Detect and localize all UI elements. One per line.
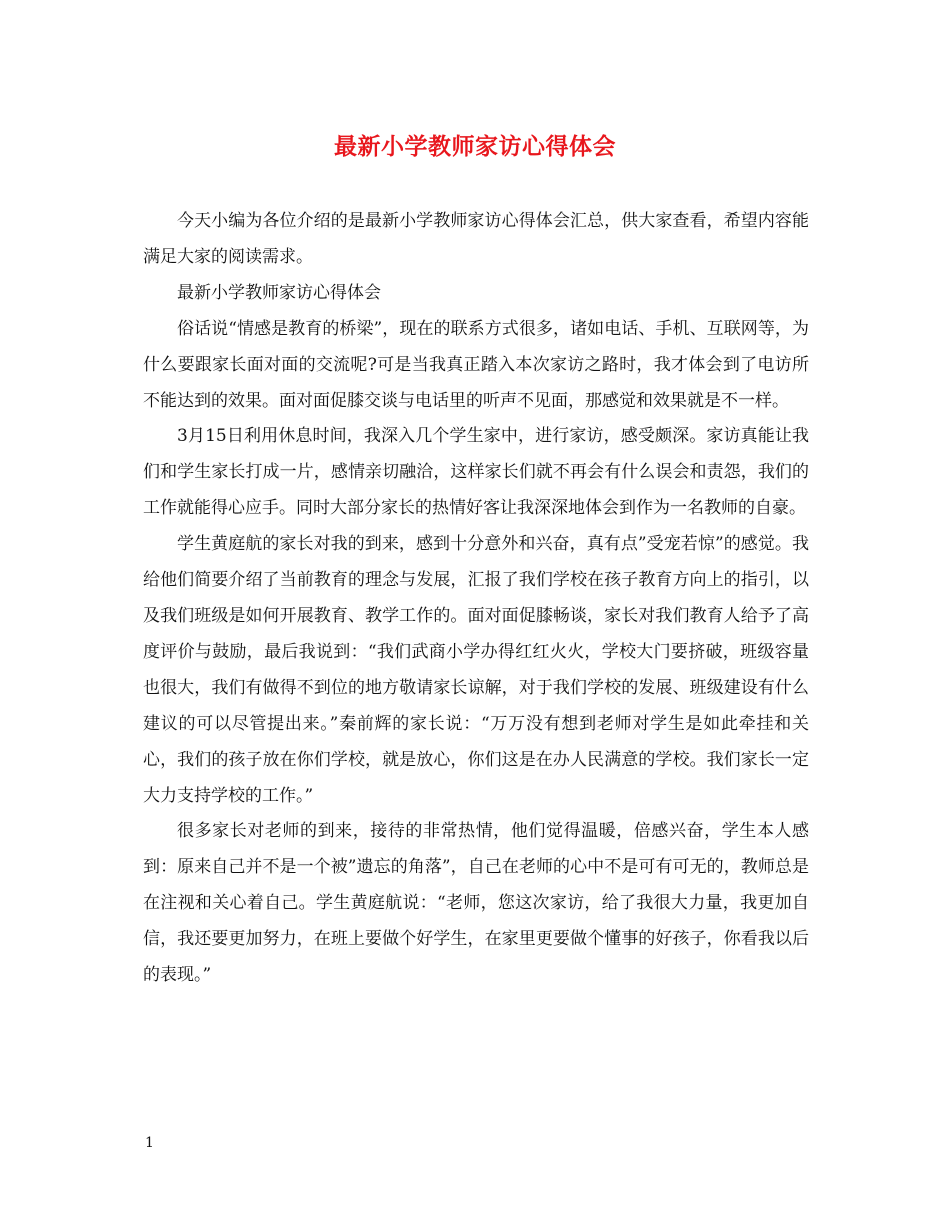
section-heading: 最新小学教师家访心得体会 bbox=[177, 282, 381, 303]
document-title: 最新小学教师家访心得体会 bbox=[334, 133, 616, 160]
page-number: 1 bbox=[145, 1135, 154, 1151]
body-paragraph: 俗话说“情感是教育的桥梁”，现在的联系方式很多，诸如电话、手机、互联网等，为什么要跟家长面对面的交流呢?可是当我真正踏入本次家访之路时，我才体会到了电访所不能达到的效果。面对面促膝交谈与电话里的听声不见面，那感觉和效果就是不一样。 bbox=[143, 318, 809, 411]
intro-paragraph: 今天小编为各位介绍的是最新小学教师家访心得体会汇总，供大家查看，希望内容能满足大家的阅读需求。 bbox=[143, 211, 809, 267]
body-paragraph: 3月15日利用休息时间，我深入几个学生家中，进行家访，感受颇深。家访真能让我们和学生家长打成一片，感情亲切融洽，这样家长们就不再会有什么误会和责怨，我们的工作就能得心应手。同时大部分家长的热情好客让我深深地体会到作为一名教师的自豪。 bbox=[143, 426, 809, 519]
body-paragraph: 学生黄庭航的家长对我的到来，感到十分意外和兴奋，真有点”受宠若惊”的感觉。我给他们简要介绍了当前教育的理念与发展，汇报了我们学校在孩子教育方向上的指引，以及我们班级是如何开展教育、教学工作的。面对面促膝畅谈，家长对我们教育人给予了高度评价与鼓励，最后我说到：“我们武商小学办得红红火火，学校大门要挤破，班级容量也很大，我们有做得不到位的地方敬请家长谅解，对于我们学校的发展、班级建设有什么建议的可以尽管提出来。”秦前辉的家长说：“万万没有想到老师对学生是如此牵挂和关心，我们的孩子放在你们学校，就是放心，你们这是在办人民满意的学校。我们家长一定大力支持学校的工作。” bbox=[143, 534, 809, 806]
body-paragraph: 很多家长对老师的到来，接待的非常热情，他们觉得温暖，倍感兴奋，学生本人感到：原来自己并不是一个被”遗忘的角落”，自己在老师的心中不是可有可无的，教师总是在注视和关心着自己。学生黄庭航说：“老师，您这次家访，给了我很大力量，我更加自信，我还要更加努力，在班上要做个好学生，在家里更要做个懂事的好孩子，你看我以后的表现。” bbox=[143, 821, 809, 986]
document-body bbox=[143, 204, 809, 994]
